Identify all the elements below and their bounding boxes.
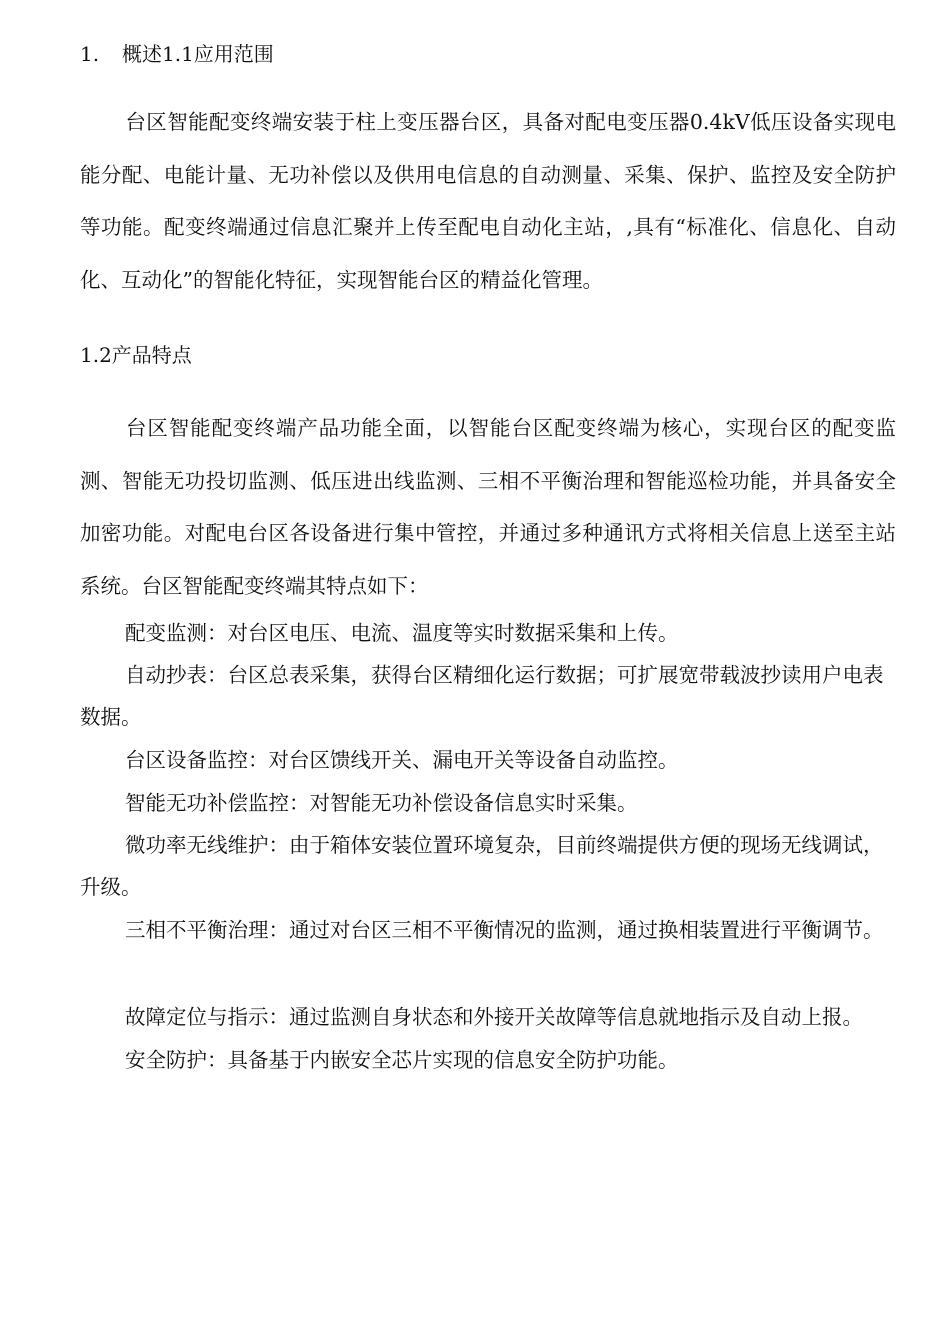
feature-item bbox=[80, 782, 896, 824]
feature-item-text: 故障定位与指示：通过监测自身状态和外接开关故障等信息就地指示及自动上报。 bbox=[125, 1005, 863, 1029]
feature-item bbox=[80, 1039, 896, 1081]
feature-item-text: 智能无功补偿监控：对智能无功补偿设备信息实时采集。 bbox=[125, 791, 638, 815]
section-1-number: 1. bbox=[80, 42, 100, 66]
feature-item-text: 三相不平衡治理：通过对台区三相不平衡情况的监测，通过换相装置进行平衡调节。 bbox=[125, 918, 884, 942]
section-2-paragraph-text: 台区智能配变终端产品功能全面，以智能台区配变终端为核心，实现台区的配变监测、智能无功投切监测、低压进出线监测、三相不平衡治理和智能巡检功能，并具备安全加密功能。对配电台区各设备进行集中管控，并通过多种通讯方式将相关信息上送至主站系统。台区智能配变终端其特点如下： bbox=[80, 416, 896, 598]
feature-item bbox=[80, 654, 896, 738]
section-2-paragraph bbox=[80, 402, 896, 612]
feature-item bbox=[80, 909, 896, 951]
feature-item bbox=[80, 739, 896, 781]
feature-item bbox=[80, 612, 896, 654]
feature-item bbox=[80, 824, 896, 908]
feature-item-text: 微功率无线维护：由于箱体安装位置环境复杂，目前终端提供方便的现场无线调试，升级。 bbox=[80, 833, 884, 899]
section-1-title: 概述1.1应用范围 bbox=[122, 42, 274, 66]
section-1-paragraph-text: 台区智能配变终端安装于柱上变压器台区，具备对配电变压器0.4kV低压设备实现电能分配、电能计量、无功补偿以及供用电信息的自动测量、采集、保护、监控及安全防护等功能。配变终端通过信息汇聚并上传至配电自动化主站，,具有“标准化、信息化、自动化、互动化”的智能化特征，实现智能台区的精益化管理。 bbox=[80, 110, 896, 292]
feature-item-text: 台区设备监控：对台区馈线开关、漏电开关等设备自动监控。 bbox=[125, 748, 679, 772]
feature-item-text: 配变监测：对台区电压、电流、温度等实时数据采集和上传。 bbox=[125, 621, 679, 645]
feature-item bbox=[80, 996, 896, 1038]
section-1-heading bbox=[80, 42, 274, 66]
section-1-paragraph bbox=[80, 96, 896, 306]
feature-item-text: 安全防护：具备基于内嵌安全芯片实现的信息安全防护功能。 bbox=[125, 1048, 679, 1072]
section-2-heading: 1.2产品特点 bbox=[80, 343, 192, 367]
feature-item-text: 自动抄表：台区总表采集，获得台区精细化运行数据；可扩展宽带载波抄读用户电表数据。 bbox=[80, 663, 884, 729]
